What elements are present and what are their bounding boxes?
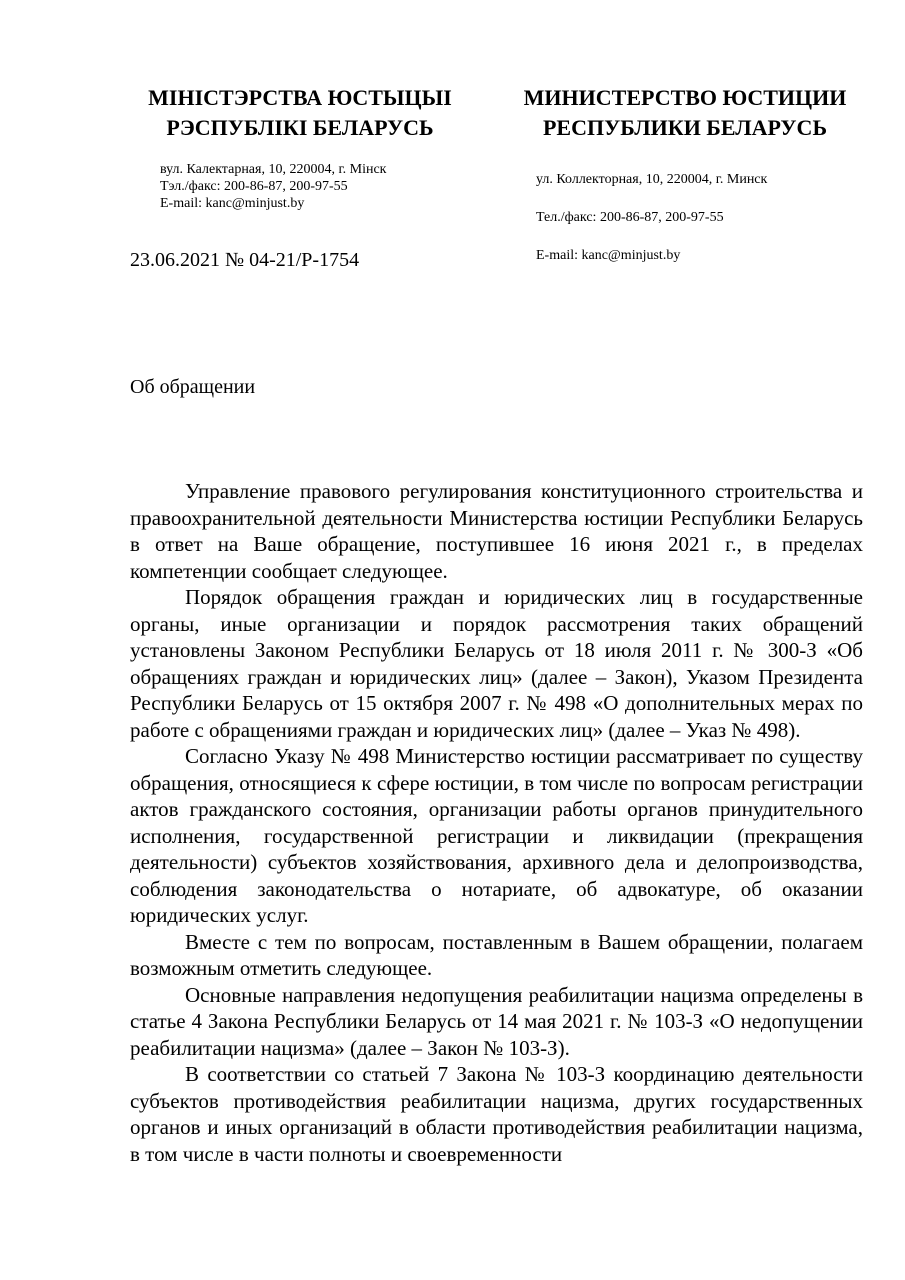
letter-body [130,478,863,1167]
email-ru: E-mail: kanc@minjust.by [536,248,681,263]
phone-ru: Тел./факс: 200-86-87, 200-97-55 [536,210,724,225]
address-ru: ул. Коллекторная, 10, 220004, г. Минск [536,172,768,187]
phone-be: Тэл./факс: 200-86-87, 200-97-55 [160,179,348,194]
address-be: вул. Калектарная, 10, 220004, г. Мінск [160,162,387,177]
ministry-title-be-line1: МІНІСТЭРСТВА ЮСТЫЦЫІ [148,85,452,110]
ministry-title-ru-line1: МИНИСТЕРСТВО ЮСТИЦИИ [523,85,847,110]
ministry-title-russian [505,83,865,143]
document-reference-number: 23.06.2021 № 04-21/Р-1754 [130,249,360,271]
contact-block-russian [536,161,767,275]
body-paragraph: Вместе с тем по вопросам, поставленным в Вашем обращении, полагаем возможным отметить следующее. [130,929,863,980]
body-paragraph: Основные направления недопущения реабилитации нацизма определены в статье 4 Закона Республики Беларусь от 14 мая 2021 г. № 103-З «О недопущении реабилитации нацизма» (далее – Закон № 103-З). [130,982,863,1060]
ministry-title-be-line2: РЭСПУБЛІКІ БЕЛАРУСЬ [166,115,434,140]
contact-block-belarusian [160,161,386,212]
body-paragraph: В соответствии со статьей 7 Закона № 103-З координацию деятельности субъектов противодействия реабилитации нацизма, других государственных органов и иных организаций в области противодействия реабилитации нацизма, в том числе в части полноты и своевременности [130,1062,863,1166]
ministry-title-ru-line2: РЕСПУБЛИКИ БЕЛАРУСЬ [542,115,827,140]
body-paragraph: Порядок обращения граждан и юридических лиц в государственные органы, иные организации и порядок рассмотрения таких обращений установлены Законом Республики Беларусь от 18 июля 2011 г. № 300-З «Об обращениях граждан и юридических лиц» (далее – Закон), Указом Президента Республики Беларусь от 15 октября 2007 г. № 498 «О дополнительных мерах по работе с обращениями граждан и юридических лиц» (далее – Указ № 498). [130,585,863,742]
document-subject: Об обращении [130,376,256,398]
ministry-title-belarusian [120,83,480,143]
body-paragraph: Согласно Указу № 498 Министерство юстиции рассматривает по существу обращения, относящиеся к сфере юстиции, в том числе по вопросам регистрации актов гражданского состояния, организации работы органов принудительного исполнения, государственной регистрации и ликвидации (прекращения деятельности) субъектов хозяйствования, архивного дела и делопроизводства, соблюдения законодательства о нотариате, об адвокатуре, об оказании юридических услуг. [130,744,863,927]
email-be: E-mail: kanc@minjust.by [160,196,305,211]
body-paragraph: Управление правового регулирования конституционного строительства и правоохранительной деятельности Министерства юстиции Республики Беларусь в ответ на Ваше обращение, поступившее 16 июня 2021 г., в пределах компетенции сообщает следующее. [130,479,863,583]
